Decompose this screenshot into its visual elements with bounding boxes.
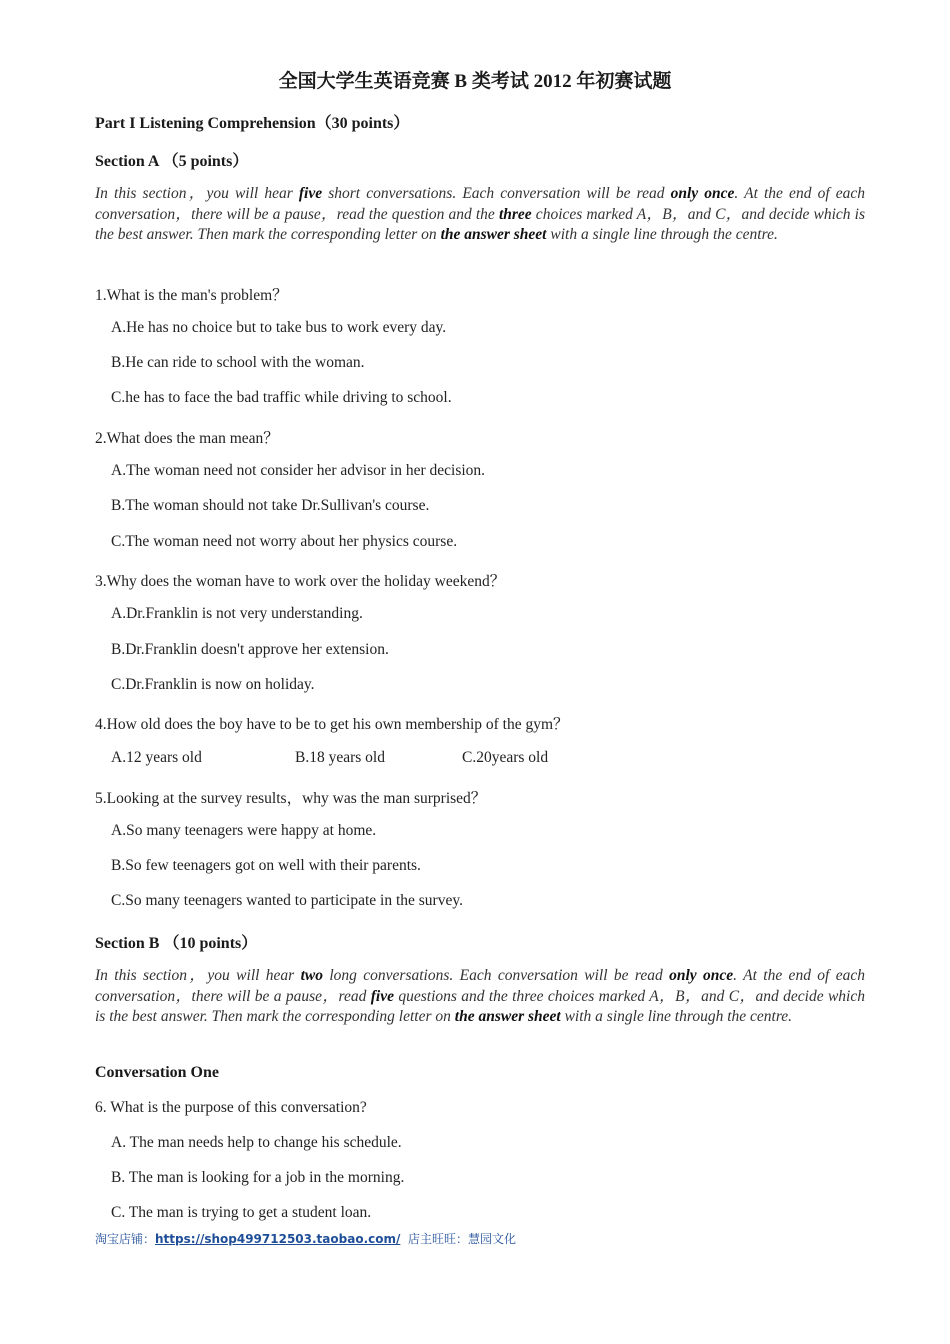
question-6-option-b: B. The man is looking for a job in the morning. xyxy=(111,1169,405,1186)
instr-emphasis: only once xyxy=(669,967,734,984)
instr-text: . At the end of each conversation，there will be a pause，read xyxy=(95,967,865,1005)
footer-owner: 店主旺旺：慧园文化 xyxy=(408,1232,517,1246)
page-title: 全国大学生英语竞赛 B 类考试 2012 年初赛试题 xyxy=(278,71,672,92)
instr-text: short conversations. Each conversation will be read xyxy=(322,185,671,202)
question-2-option-a: A.The woman need not consider her advisor in her decision. xyxy=(111,462,486,479)
question-3-option-c: C.Dr.Franklin is now on holiday. xyxy=(111,676,315,693)
question-3-option-b: B.Dr.Franklin doesn't approve her extension. xyxy=(111,641,389,658)
instr-emphasis: three xyxy=(498,205,532,223)
question-6: 6. What is the purpose of this conversation? xyxy=(95,1099,367,1116)
instr-emphasis: only once xyxy=(670,185,735,202)
question-5-option-c: C.So many teenagers wanted to participate in the survey. xyxy=(111,892,463,909)
conversation-one-heading: Conversation One xyxy=(95,1064,219,1081)
instr-text: choices marked A，B，and C，and decide which is the best answer. Then mark the corresponding letter on xyxy=(95,205,866,243)
section-b-instructions xyxy=(95,966,865,1028)
instr-text: long conversations. Each conversation will be read xyxy=(322,967,670,984)
section-a-heading: Section A （5 points） xyxy=(95,153,249,170)
question-6-option-a: A. The man needs help to change his schedule. xyxy=(111,1134,402,1151)
footer xyxy=(95,1230,516,1247)
shop-link[interactable]: https://shop499712503.taobao.com/ xyxy=(155,1232,401,1246)
question-1-option-a: A.He has no choice but to take bus to work every day. xyxy=(111,319,447,336)
instr-text: In this section，you will hear xyxy=(95,185,299,202)
question-4-option-c: C.20years old xyxy=(462,749,549,766)
instr-emphasis: two xyxy=(300,967,323,984)
instr-emphasis: five xyxy=(370,987,394,1005)
instr-emphasis: the answer sheet xyxy=(440,226,547,243)
question-6-option-c: C. The man is trying to get a student loan. xyxy=(111,1204,372,1221)
question-1: 1.What is the man's problem？ xyxy=(95,287,288,304)
question-5-option-b: B.So few teenagers got on well with their parents. xyxy=(111,857,421,874)
question-5-option-a: A.So many teenagers were happy at home. xyxy=(111,822,377,839)
question-3-option-a: A.Dr.Franklin is not very understanding. xyxy=(111,605,363,622)
question-2-option-b: B.The woman should not take Dr.Sullivan's course. xyxy=(111,497,430,514)
section-b-heading: Section B （10 points） xyxy=(95,935,258,952)
instr-emphasis: five xyxy=(298,185,323,202)
instr-text: with a single line through the centre. xyxy=(560,1008,793,1025)
question-4-option-a: A.12 years old xyxy=(111,749,202,766)
instr-text: . At the end of each conversation，there will be a pause，read the question and the xyxy=(95,185,866,223)
instr-text: In this section，you will hear xyxy=(95,967,301,984)
question-2-option-c: C.The woman need not worry about her physics course. xyxy=(111,533,458,550)
question-3: 3.Why does the woman have to work over the holiday weekend？ xyxy=(95,573,506,590)
question-4: 4.How old does the boy have to be to get his own membership of the gym？ xyxy=(95,716,569,733)
footer-label: 淘宝店铺： xyxy=(95,1232,156,1246)
question-2: 2.What does the man mean？ xyxy=(95,430,279,447)
instr-text: questions and the three choices marked A，B，and C，and decide which is the best answer. Then mark the corresponding letter on xyxy=(95,987,865,1025)
instr-text: with a single line through the centre. xyxy=(546,226,778,243)
part-heading: Part I Listening Comprehension（30 points） xyxy=(95,115,410,132)
section-a-instructions xyxy=(95,184,865,246)
instr-emphasis: the answer sheet xyxy=(454,1008,561,1025)
question-4-option-b: B.18 years old xyxy=(295,749,385,766)
question-1-option-b: B.He can ride to school with the woman. xyxy=(111,354,365,371)
question-1-option-c: C.he has to face the bad traffic while driving to school. xyxy=(111,389,452,406)
question-5: 5.Looking at the survey results，why was the man surprised？ xyxy=(95,790,487,807)
